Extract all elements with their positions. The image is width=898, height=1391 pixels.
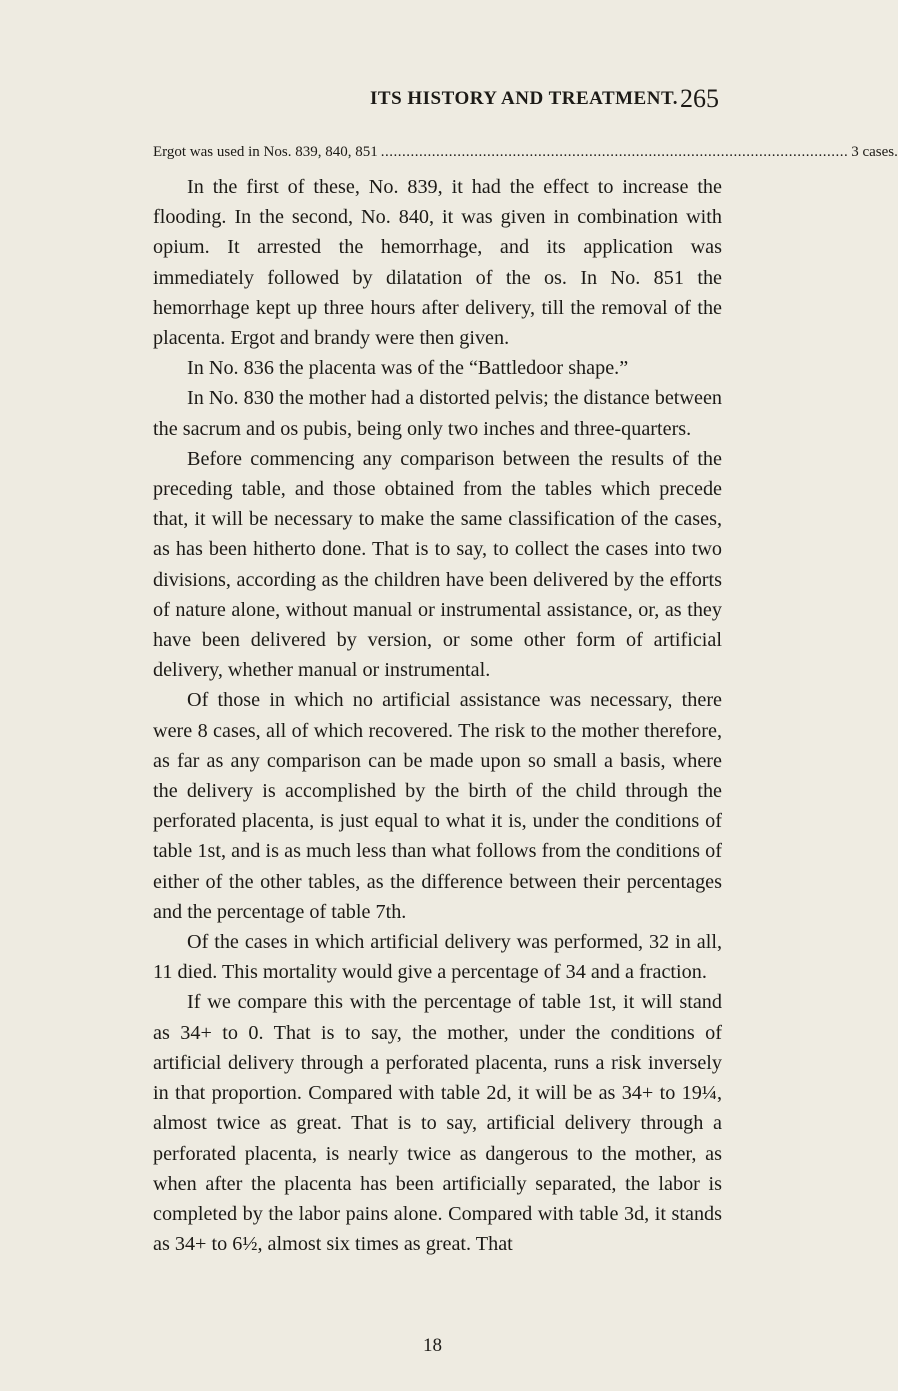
paragraph: In the first of these, No. 839, it had the effect to increase the flooding. In the second, No. 840, it was given in combination with opium. It arrested the hemorrhage, and its application was immediately followed by dilatation of the os. In No. 851 the hemorrhage kept up three hours after delivery, till the removal of the placenta. Ergot and brandy were then given. xyxy=(153,176,722,350)
paragraph: Before commencing any comparison between the results of the preceding table, and those obtained from the tables which precede that, it will be necessary to make the same classification of the cases, as has been hitherto done. That is to say, to collect the cases into two divisions, according as the children have been delivered by the efforts of nature alone, without manual or instrumental assistance, or, as they have been delivered by version, or some other form of artificial delivery, whether manual or instrumental. xyxy=(153,447,722,682)
page-number: 265 xyxy=(680,84,719,113)
paragraph: Of the cases in which artificial delivery was performed, 32 in all, 11 died. This mortality would give a percentage of 34 and a fraction. xyxy=(153,931,722,984)
ergot-summary-value: 3 cases. xyxy=(851,144,898,160)
dot-leader: .............................................................................................................. xyxy=(380,144,849,160)
ergot-summary-line xyxy=(153,144,898,161)
body-text xyxy=(153,172,722,1259)
paragraph: Of those in which no artificial assistance was necessary, there were 8 cases, all of which recovered. The risk to the mother therefore, as far as any comparison can be made upon so small a basis, where the delivery is accomplished by the birth of the child through the perforated placenta, is just equal to what it is, under the conditions of table 1st, and is as much less than what follows from the conditions of either of the other tables, as the difference between their percentages and the percentage of table 7th. xyxy=(153,689,722,923)
paragraph: In No. 830 the mother had a distorted pelvis; the distance between the sacrum and os pubis, being only two inches and three-quarters. xyxy=(153,387,722,440)
paragraph: In No. 836 the placenta was of the “Battledoor shape.” xyxy=(187,357,629,380)
running-title: ITS HISTORY AND TREATMENT. xyxy=(370,88,678,109)
ergot-summary-label: Ergot was used in Nos. 839, 840, 851 xyxy=(153,144,378,160)
signature-mark: 18 xyxy=(423,1335,442,1356)
paragraph: If we compare this with the percentage of table 1st, it will stand as 34+ to 0. That is to say, the mother, under the conditions of artificial delivery through a perforated placenta, runs a risk inversely in that proportion. Compared with table 2d, it will be as 34+ to 19¼, almost twice as great. That is to say, artificial delivery through a perforated placenta, is nearly twice as dangerous to the mother, as when after the placenta has been artificially separated, the labor is completed by the labor pains alone. Compared with table 3d, it stands as 34+ to 6½, almost six times as great. That xyxy=(153,991,722,1256)
running-head xyxy=(152,84,719,118)
